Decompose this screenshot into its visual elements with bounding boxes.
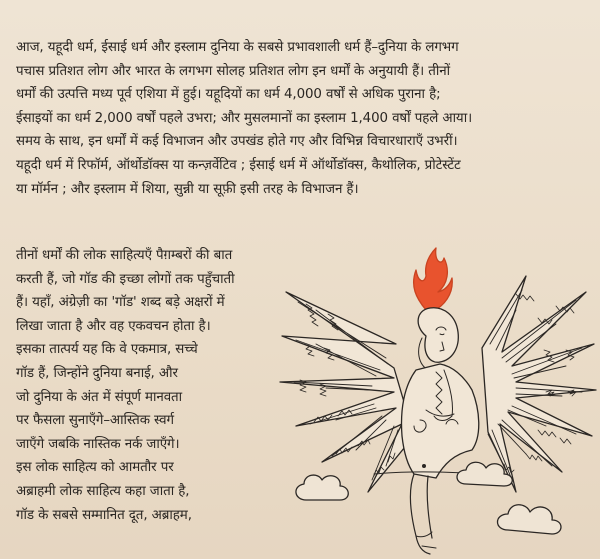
cloud-icon — [296, 475, 348, 500]
text-line: जाएँगे जबकि नास्तिक नर्क जाएँगे। — [16, 436, 180, 452]
text-line: पचास प्रतिशत लोग और भारत के लगभग सोलह प्रतिशत लोग इन धर्मों के अनुयायी हैं। तीनों — [16, 63, 451, 79]
folklore-paragraph — [16, 244, 286, 527]
text-line: लिखा जाता है और वह एकवचन होता है। — [16, 318, 211, 334]
text-line: हैं। यहाँ, अंग्रेज़ी का 'गॉड' शब्द बड़े अक्षरों में — [16, 295, 225, 311]
prophet-body — [402, 364, 479, 478]
text-line: पर फैसला सुनाएँगे–आस्तिक स्वर्ग — [16, 413, 174, 429]
winged-prophet-figure-icon — [276, 240, 600, 559]
text-line: जो दुनिया के अंत में संपूर्ण मानवता — [16, 389, 183, 405]
text-line: समय के साथ, इन धर्मों में कई विभाजन और उपखंड होते गए और विभिन्न विचारधाराएँ उभरीं। — [16, 134, 458, 150]
cloud-icon — [498, 505, 562, 534]
text-line: धर्मों की उत्पत्ति मध्य पूर्व एशिया में हुई। यहूदियों का धर्म 4,000 वर्षों से अधिक पुराना है; — [16, 87, 441, 103]
text-line: करती हैं, जो गॉड की इच्छा लोगों तक पहुँचाती — [16, 271, 235, 287]
flame-icon — [414, 248, 453, 312]
left-wing — [280, 292, 414, 492]
text-line: इस लोक साहित्य को आमतौर पर — [16, 460, 174, 476]
text-line: ईसाइयों का धर्म 2,000 वर्षों पहले उभरा; और मुसलमानों का इस्लाम 1,400 वर्षों पहले आया। — [16, 110, 473, 126]
text-line: यहूदी धर्म में रिफॉर्म, ऑर्थोडॉक्स या कन्ज़र्वेटिव ; ईसाई धर्म में ऑर्थोडॉक्स, कैथोलिक, प्रोटेस्टेंट — [16, 157, 461, 173]
text-line: इसका तात्पर्य यह कि वे एकमात्र, सच्चे — [16, 342, 198, 358]
text-line: तीनों धर्मों की लोक साहित्यएँ पैग़म्बरों की बात — [16, 248, 233, 263]
text-line: गॉड हैं, जिन्होंने दुनिया बनाई, और — [16, 365, 178, 381]
text-line: गॉड के सबसे सम्मानित दूत, अब्राहम, — [16, 507, 192, 523]
text-line: अब्राहमी लोक साहित्य कहा जाता है, — [16, 483, 190, 499]
right-wing — [482, 276, 596, 492]
intro-paragraph — [16, 36, 590, 201]
text-line: आज, यहूदी धर्म, ईसाई धर्म और इस्लाम दुनिया के सबसे प्रभावशाली धर्म हैं–दुनिया के लगभग — [16, 40, 459, 55]
text-line: या मॉर्मन ; और इस्लाम में शिया, सुन्नी या सूफ़ी इसी तरह के विभाजन हैं। — [16, 181, 359, 197]
